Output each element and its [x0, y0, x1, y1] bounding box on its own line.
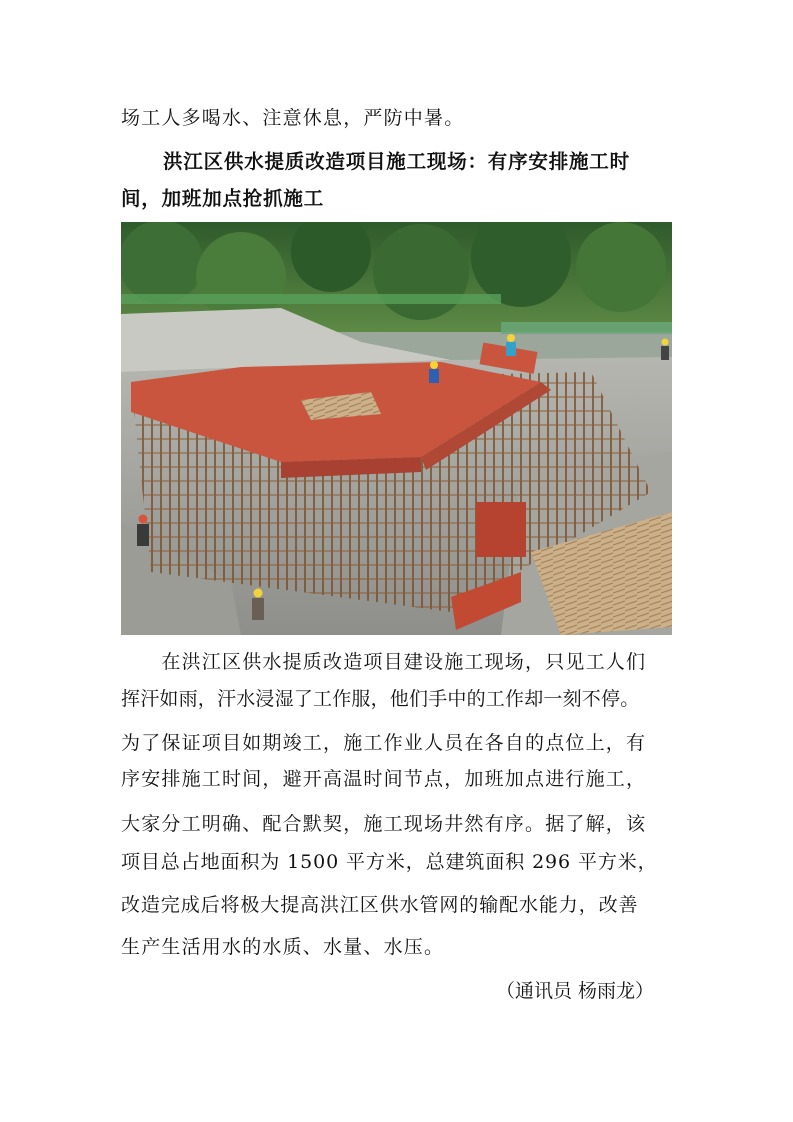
paragraph-line-7: 改造完成后将极大提高洪江区供水管网的输配水能力，改善	[121, 894, 639, 916]
paragraph-line-5: 大家分工明确、配合默契，施工现场井然有序。据了解，该	[121, 813, 647, 835]
paragraph-line-6: 项目总占地面积为 1500 平方米，总建筑面积 296 平方米，	[121, 851, 658, 873]
paragraph-line-1: 在洪江区供水提质改造项目建设施工现场，只见工人们	[121, 651, 647, 673]
paragraph-line-3: 为了保证项目如期竣工，施工作业人员在各自的点位上，有	[121, 732, 647, 754]
author-signature: （通讯员 杨雨龙）	[495, 980, 654, 1002]
paragraph-line-4: 序安排施工时间，避开高温时间节点，加班加点进行施工，	[121, 768, 647, 790]
construction-site-photo	[121, 222, 672, 635]
section-title-line-1: 洪江区供水提质改造项目施工现场：有序安排施工时	[163, 150, 630, 173]
paragraph-line-8: 生产生活用水的水质、水量、水压。	[121, 936, 445, 958]
section-title-line-2: 间，加班加点抢抓施工	[121, 187, 325, 210]
paragraph-line-2: 挥汗如雨，汗水浸湿了工作服，他们手中的工作却一刻不停。	[121, 688, 640, 710]
intro-line: 场工人多喝水、注意休息，严防中暑。	[121, 107, 465, 129]
